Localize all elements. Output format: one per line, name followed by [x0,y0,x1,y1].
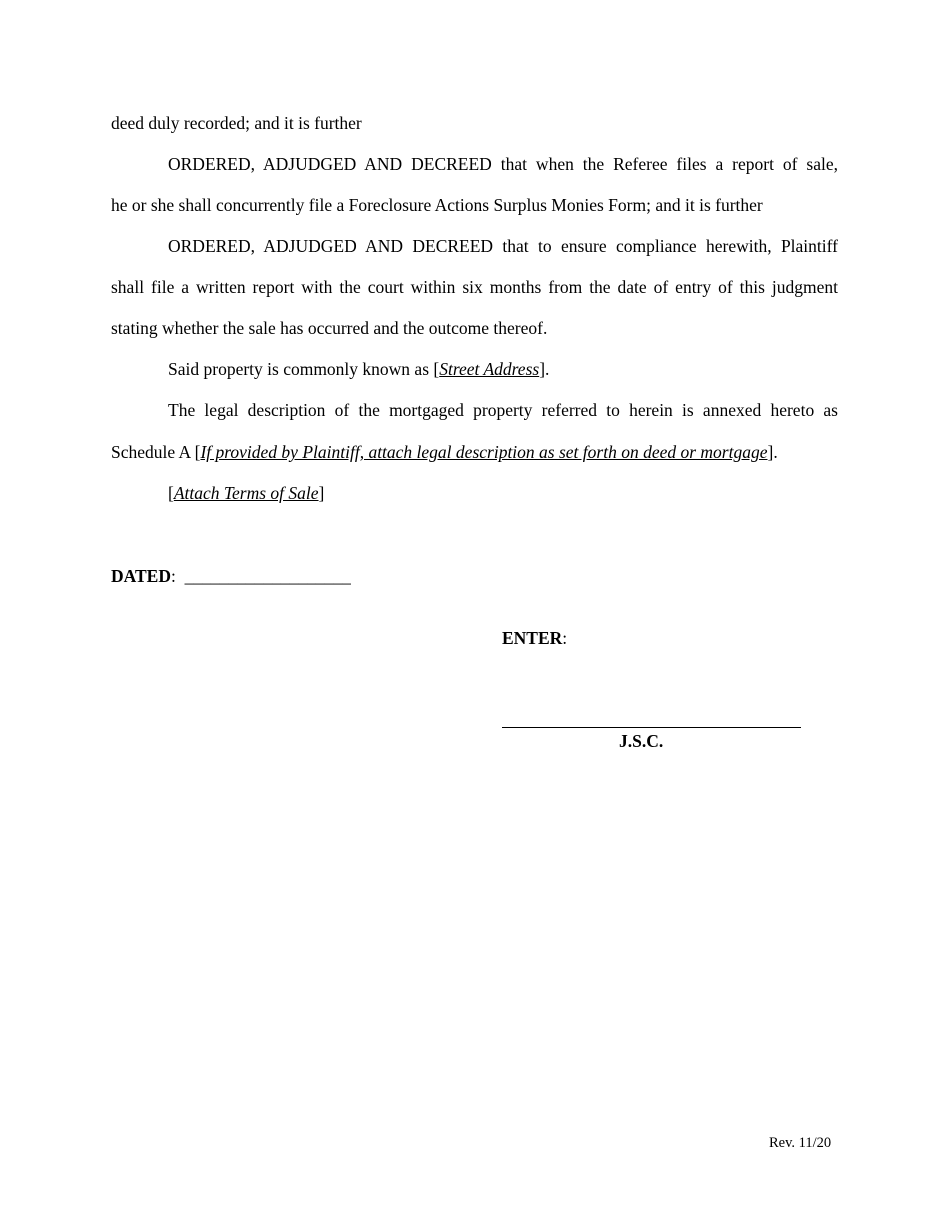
enter-colon: : [562,628,568,648]
paragraph-compliance-line-1: ORDERED, ADJUDGED AND DECREED that to ensure compliance herewith, Plaintiff [168,236,838,256]
terms-of-sale-placeholder: Attach Terms of Sale [173,483,319,503]
enter-label: ENTER [502,628,563,648]
dated-field [111,566,351,586]
paragraph-report-of-sale-line-1: ORDERED, ADJUDGED AND DECREED that when the Referee files a report of sale, [168,154,838,174]
paragraph-compliance-line-3: stating whether the sale has occurred and the outcome thereof. [111,318,548,338]
dated-blank: ___________________ [184,566,351,586]
legal-suffix: ]. [767,442,778,462]
terms-suffix: ] [318,483,325,503]
property-prefix: Said property is commonly known as [ [168,359,440,379]
paragraph-property-address [168,359,549,379]
enter-field [502,628,567,648]
legal-description-placeholder: If provided by Plaintiff, attach legal description as set forth on deed or mortgage [200,442,768,462]
paragraph-report-of-sale-line-2: he or she shall concurrently file a Foreclosure Actions Surplus Monies Form; and it is further [111,195,763,215]
paragraph-legal-description-line-1: The legal description of the mortgaged property referred to herein is annexed hereto as [168,400,838,420]
paragraph-terms-of-sale [168,483,324,503]
paragraph-line: deed duly recorded; and it is further [111,113,362,133]
terms-prefix: [ [168,483,174,503]
paragraph-legal-description-line-2 [111,442,778,462]
property-suffix: ]. [539,359,550,379]
street-address-placeholder: Street Address [439,359,540,379]
revision-label: Rev. 11/20 [769,1135,832,1151]
justice-title: J.S.C. [619,731,664,751]
dated-colon: : [170,566,176,586]
signature-line [502,727,801,728]
legal-prefix: Schedule A [ [111,442,201,462]
paragraph-compliance-line-2: shall file a written report with the court within six months from the date of entry of this judgment [111,277,838,297]
dated-label: DATED [111,566,171,586]
